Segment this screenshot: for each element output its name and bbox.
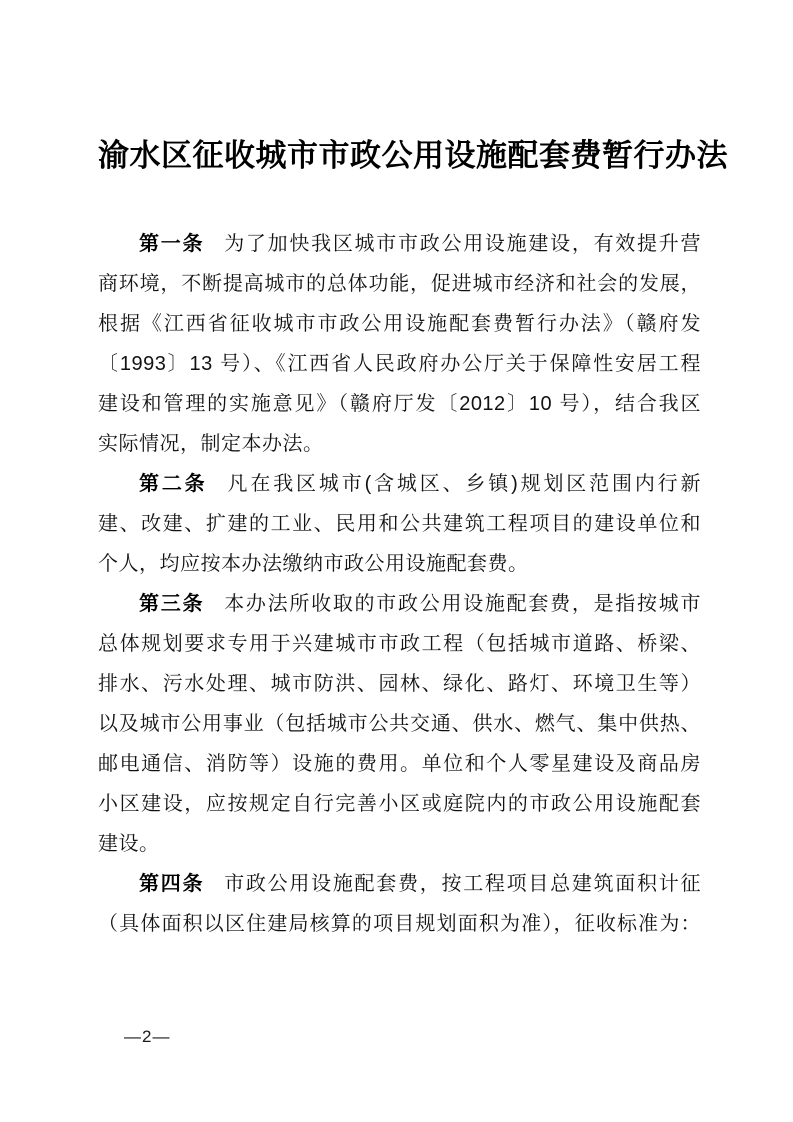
text-line: 建设和管理的实施意见》（赣府厅发〔2012〕10 号），结合我区 bbox=[98, 393, 701, 415]
article-2 bbox=[98, 464, 701, 584]
text-line: 根据《江西省征收城市市政公用设施配套费暂行办法》（赣府发 bbox=[98, 313, 701, 335]
article-opening: 为了加快我区城市市政公用设施建设，有效提升营 bbox=[224, 233, 701, 255]
article-opening: 凡在我区城市(含城区、乡镇)规划区范围内行新 bbox=[227, 473, 702, 495]
text-line: 排水、污水处理、城市防洪、园林、绿化、路灯、环境卫生等） bbox=[98, 673, 701, 695]
text-line: 建、改建、扩建的工业、民用和公共建筑工程项目的建设单位和 bbox=[98, 513, 701, 535]
text-line bbox=[98, 584, 701, 624]
text-line: 小区建设，应按规定自行完善小区或庭院内的市政公用设施配套 bbox=[98, 793, 701, 815]
article-number: 第一条 bbox=[139, 233, 205, 255]
text-line: 个人，均应按本办法缴纳市政公用设施配套费。 bbox=[98, 553, 529, 575]
article-3 bbox=[98, 584, 701, 864]
text-line: 以及城市公用事业（包括城市公共交通、供水、燃气、集中供热、 bbox=[98, 713, 701, 735]
text-line: 实际情况，制定本办法。 bbox=[98, 433, 324, 455]
page-number: —2— bbox=[124, 1027, 171, 1046]
text-line: 建设。 bbox=[98, 833, 160, 855]
text-line: 总体规划要求专用于兴建城市市政工程（包括城市道路、桥梁、 bbox=[98, 633, 701, 655]
text-line bbox=[98, 464, 701, 504]
article-opening: 市政公用设施配套费，按工程项目总建筑面积计征 bbox=[224, 873, 701, 895]
text-line: 商环境，不断提高城市的总体功能，促进城市经济和社会的发展， bbox=[98, 273, 701, 295]
article-1 bbox=[98, 224, 701, 464]
article-number: 第二条 bbox=[139, 473, 208, 495]
article-number: 第四条 bbox=[139, 873, 205, 895]
article-4 bbox=[98, 864, 701, 944]
text-line: 邮电通信、消防等）设施的费用。单位和个人零星建设及商品房 bbox=[98, 753, 701, 775]
text-line bbox=[98, 224, 701, 264]
text-line bbox=[98, 864, 701, 904]
text-line: （具体面积以区住建局核算的项目规划面积为准），征收标准为： bbox=[98, 913, 701, 935]
document-body bbox=[98, 224, 701, 944]
document-title: 渝水区征收城市市政公用设施配套费暂行办法 bbox=[98, 138, 728, 173]
article-opening: 本办法所收取的市政公用设施配套费，是指按城市 bbox=[224, 593, 701, 615]
text-line: 〔1993〕13 号）、《江西省人民政府办公厅关于保障性安居工程 bbox=[98, 353, 701, 375]
article-number: 第三条 bbox=[139, 593, 205, 615]
document-content bbox=[98, 0, 728, 944]
